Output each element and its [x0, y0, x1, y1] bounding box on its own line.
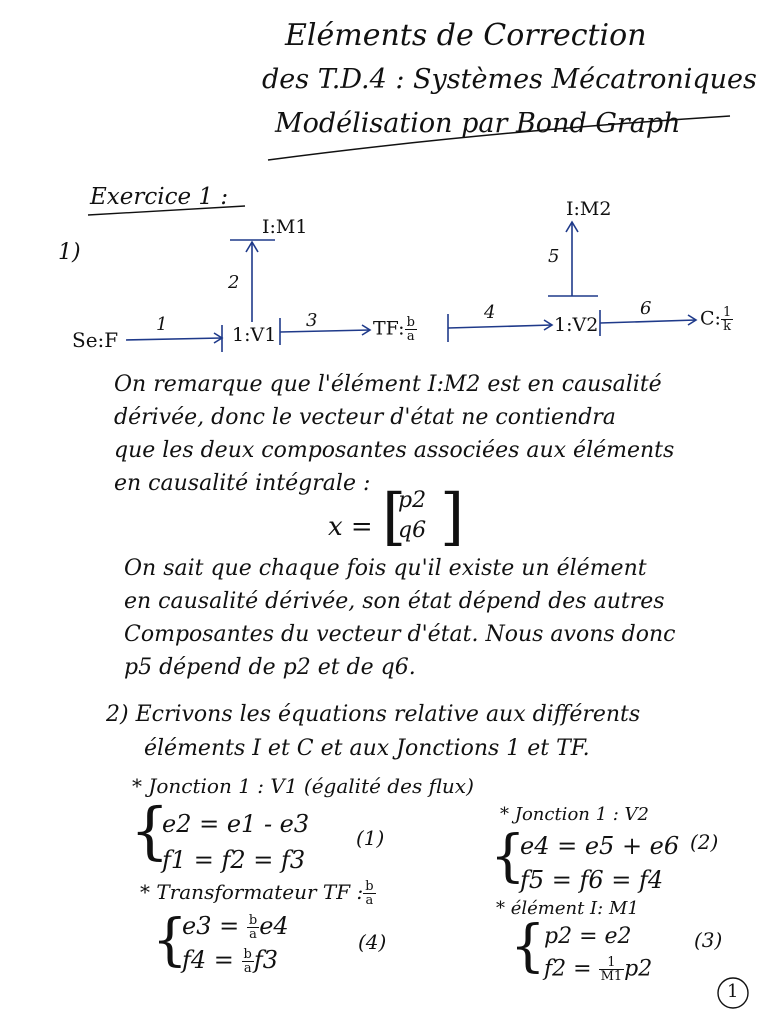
junction-2-equation: e4 = e5 + e6 — [520, 832, 680, 860]
capacitor-label: C: $\frac{1}{k}$ — [700, 305, 732, 334]
junction-1-heading: * Jonction 1 : V1 (égalité des flux) — [132, 774, 474, 798]
paragraph-1-line: que les deux composantes associées aux éléments — [114, 438, 675, 463]
junction-2-heading: * Jonction 1 : V2 — [500, 804, 650, 825]
transformer-heading: * Transformateur TF : $\frac{b}{a}$ — [140, 879, 374, 908]
equation-number: (3) — [694, 928, 723, 952]
element-heading: * élément I: M1 — [496, 898, 639, 919]
source-label: Se:F — [72, 328, 119, 352]
junction-1-equation: e2 = e1 - e3 — [162, 810, 310, 838]
question-1-label: 1) — [58, 240, 81, 265]
state-vector-q: q6 — [398, 518, 427, 543]
bond-number: 6 — [640, 298, 652, 319]
junction-1-equation: f1 = f2 = f3 — [162, 846, 306, 874]
junction-1-label: 1:V1 — [232, 324, 277, 346]
inertia-2-label: I:M2 — [566, 198, 612, 220]
equation-number: (2) — [690, 830, 719, 854]
equation-number: (4) — [358, 930, 387, 954]
exercise-heading: Exercice 1 : — [90, 184, 229, 210]
paragraph-2-line: p5 dépend de p2 et de q6. — [124, 655, 416, 680]
inertia-1-label: I:M1 — [262, 216, 308, 238]
junction-1-brace: { — [130, 794, 170, 867]
bond-number: 3 — [306, 310, 318, 331]
title-line-2: des T.D.4 : Systèmes Mécatroniques — [262, 64, 757, 95]
paragraph-1-line: dérivée, donc le vecteur d'état ne contiendra — [114, 405, 616, 430]
junction-2-brace: { — [490, 824, 526, 889]
paragraph-2-line: On sait que chaque fois qu'il existe un élément — [124, 556, 647, 581]
paragraph-2-line: en causalité dérivée, son état dépend des autres — [124, 589, 665, 614]
bond-number: 1 — [156, 314, 168, 335]
bond-number: 5 — [548, 246, 560, 267]
transformer-label: TF: $\frac{b}{a}$ — [373, 315, 415, 344]
question-2-line: éléments I et C et aux Jonctions 1 et TF. — [144, 736, 590, 761]
paragraph-1-line: en causalité intégrale : — [114, 471, 371, 496]
transformer-brace: { — [152, 908, 188, 973]
question-2-line: 2) Ecrivons les équations relative aux différents — [106, 702, 641, 727]
paragraph-1-line: On remarque que l'élément I:M2 est en causalité — [114, 372, 662, 397]
state-vector-lhs: x = — [328, 512, 373, 542]
paragraph-2-line: Composantes du vecteur d'état. Nous avons donc — [124, 622, 676, 647]
transformer-equation-1: e3 = $\frac{b}{a}$ e4 — [182, 912, 289, 942]
title-line-1: Eléments de Correction — [285, 18, 647, 53]
element-equation-1: p2 = e2 — [544, 924, 632, 949]
state-vector-right-bracket: ] — [440, 480, 465, 553]
state-vector-left-bracket: [ — [382, 480, 407, 553]
title-line-3: Modélisation par Bond Graph — [275, 108, 681, 139]
transformer-equation-2: f4 = $\frac{b}{a}$ f3 — [182, 946, 279, 976]
state-vector-p: p2 — [398, 488, 427, 513]
element-equation-2: f2 = $\frac{1}{M1}$ p2 — [544, 955, 653, 984]
junction-2-label: 1:V2 — [554, 314, 599, 336]
page-number: 1 — [727, 981, 739, 1002]
equation-number: (1) — [356, 826, 385, 850]
element-brace: { — [510, 914, 546, 979]
bond-number: 2 — [228, 272, 240, 293]
bond-number: 4 — [484, 302, 496, 323]
junction-2-equation: f5 = f6 = f4 — [520, 866, 664, 894]
